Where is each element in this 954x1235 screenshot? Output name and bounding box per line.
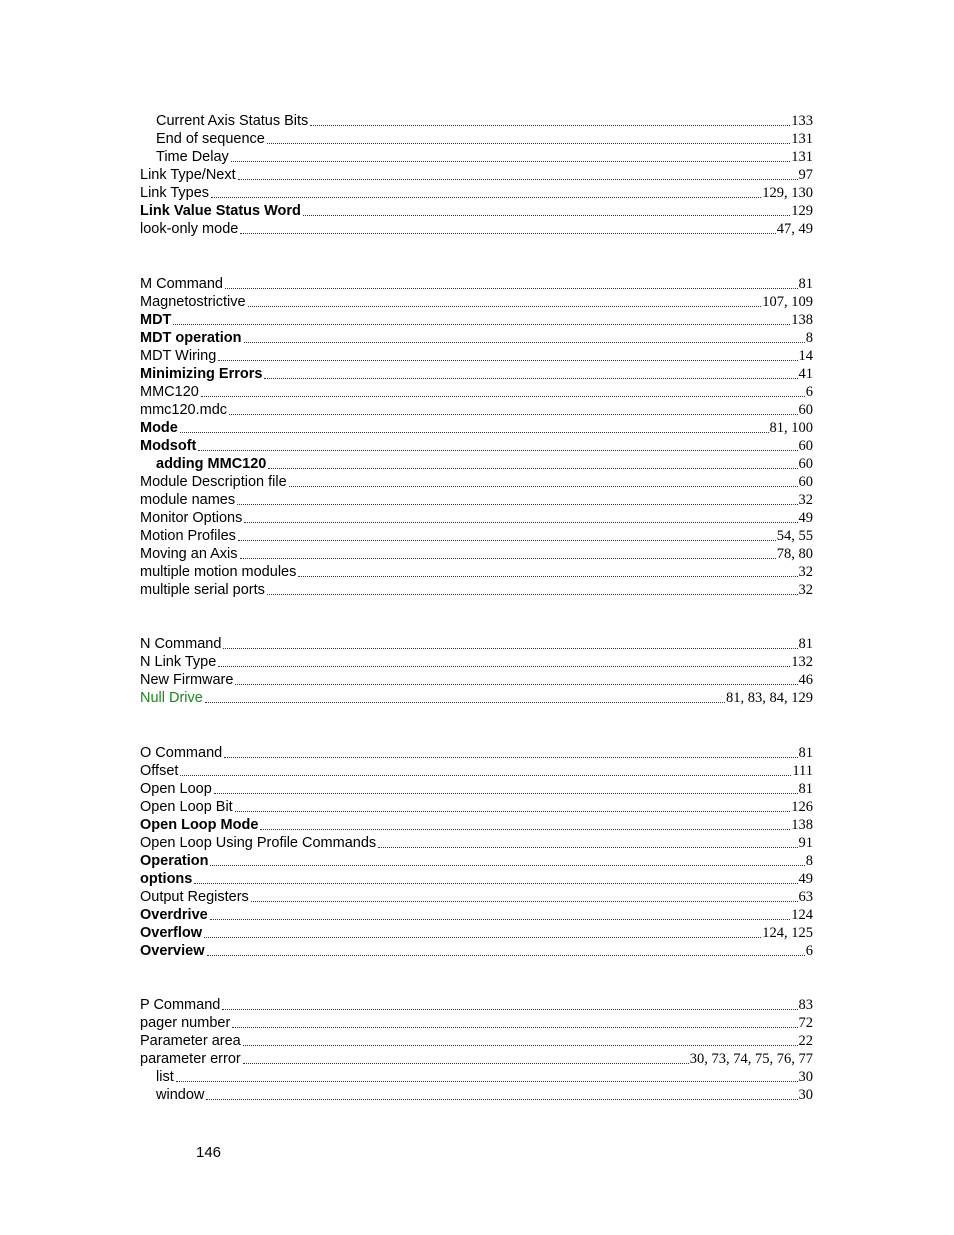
dot-leader bbox=[240, 233, 775, 234]
index-term: Link Type/Next bbox=[140, 167, 236, 183]
index-entry bbox=[140, 419, 813, 437]
index-pages: 107, 109 bbox=[762, 294, 813, 310]
dot-leader bbox=[303, 215, 790, 216]
index-entry bbox=[140, 581, 813, 599]
index-pages: 81 bbox=[798, 636, 813, 652]
index-term: P Command bbox=[140, 997, 221, 1013]
index-pages: 91 bbox=[798, 835, 813, 851]
index-pages: 60 bbox=[798, 474, 813, 490]
index-entry bbox=[140, 401, 813, 419]
index-entry bbox=[156, 130, 813, 148]
index-term: Open Loop bbox=[140, 781, 212, 797]
dot-leader bbox=[238, 179, 798, 180]
dot-leader bbox=[180, 432, 769, 433]
index-term: multiple motion modules bbox=[140, 564, 297, 580]
index-entry bbox=[156, 455, 813, 473]
dot-leader bbox=[211, 197, 761, 198]
index-entry bbox=[156, 1068, 813, 1086]
index-term: MDT bbox=[140, 312, 172, 328]
index-pages: 132 bbox=[791, 654, 813, 670]
index-entry bbox=[140, 1014, 813, 1032]
index-entry bbox=[140, 635, 813, 653]
index-pages: 124 bbox=[791, 907, 813, 923]
index-pages: 72 bbox=[798, 1015, 813, 1031]
index-pages: 129, 130 bbox=[762, 185, 813, 201]
dot-leader bbox=[289, 486, 798, 487]
index-term: Magnetostrictive bbox=[140, 294, 246, 310]
dot-leader bbox=[268, 468, 797, 469]
index-term: options bbox=[140, 871, 193, 887]
index-entry bbox=[140, 816, 813, 834]
dot-leader bbox=[201, 396, 805, 397]
index-entry bbox=[140, 653, 813, 671]
index-term: Moving an Axis bbox=[140, 546, 238, 562]
index-entry bbox=[140, 780, 813, 798]
index-entry bbox=[140, 906, 813, 924]
index-entry bbox=[140, 311, 813, 329]
dot-leader bbox=[232, 1027, 797, 1028]
dot-leader bbox=[210, 919, 791, 920]
index-pages: 129 bbox=[791, 203, 813, 219]
index-pages: 32 bbox=[798, 564, 813, 580]
dot-leader bbox=[264, 378, 797, 379]
index-term: Output Registers bbox=[140, 889, 249, 905]
index-pages: 111 bbox=[792, 763, 813, 779]
index-pages: 81 bbox=[798, 781, 813, 797]
index-entry bbox=[140, 365, 813, 383]
index-term: window bbox=[156, 1087, 205, 1103]
dot-leader bbox=[176, 1081, 798, 1082]
index-entry bbox=[140, 924, 813, 942]
index-term: list bbox=[156, 1069, 174, 1085]
index-entry bbox=[140, 942, 813, 960]
dot-leader bbox=[173, 324, 790, 325]
index-entry bbox=[140, 762, 813, 780]
dot-leader bbox=[194, 883, 797, 884]
index-entry bbox=[140, 888, 813, 906]
index-term: M Command bbox=[140, 276, 223, 292]
dot-leader bbox=[260, 829, 790, 830]
index-pages: 131 bbox=[791, 131, 813, 147]
index-pages: 41 bbox=[798, 366, 813, 382]
index-pages: 97 bbox=[798, 167, 813, 183]
index-term: MDT operation bbox=[140, 330, 242, 346]
index-entry bbox=[156, 148, 813, 166]
index-entry bbox=[140, 689, 813, 707]
index-pages: 60 bbox=[798, 456, 813, 472]
index-term: MMC120 bbox=[140, 384, 199, 400]
index-term: Overflow bbox=[140, 925, 203, 941]
index-entry bbox=[140, 491, 813, 509]
index-term: Mode bbox=[140, 420, 178, 436]
dot-leader bbox=[224, 757, 797, 758]
index-term: adding MMC120 bbox=[156, 456, 267, 472]
index-pages: 126 bbox=[791, 799, 813, 815]
dot-leader bbox=[198, 450, 797, 451]
dot-leader bbox=[207, 955, 805, 956]
index-term: Time Delay bbox=[156, 149, 229, 165]
dot-leader bbox=[225, 288, 798, 289]
index-pages: 32 bbox=[798, 582, 813, 598]
index-term: N Command bbox=[140, 636, 222, 652]
dot-leader bbox=[235, 684, 797, 685]
dot-leader bbox=[218, 360, 797, 361]
index-pages: 49 bbox=[798, 510, 813, 526]
dot-leader bbox=[244, 522, 797, 523]
index-term: module names bbox=[140, 492, 236, 508]
dot-leader bbox=[206, 1099, 797, 1100]
index-term: Open Loop Using Profile Commands bbox=[140, 835, 377, 851]
index-pages: 54, 55 bbox=[776, 528, 813, 544]
dot-leader bbox=[298, 576, 797, 577]
index-entry bbox=[140, 527, 813, 545]
index-entry bbox=[156, 112, 813, 130]
dot-leader bbox=[229, 414, 797, 415]
index-pages: 60 bbox=[798, 402, 813, 418]
index-entry bbox=[140, 798, 813, 816]
index-pages: 49 bbox=[798, 871, 813, 887]
index-term: MDT Wiring bbox=[140, 348, 217, 364]
index-term: Parameter area bbox=[140, 1033, 241, 1049]
dot-leader bbox=[218, 666, 790, 667]
index-entry bbox=[140, 202, 813, 220]
index-term: End of sequence bbox=[156, 131, 265, 147]
index-term: O Command bbox=[140, 745, 223, 761]
dot-leader bbox=[223, 648, 797, 649]
dot-leader bbox=[378, 847, 797, 848]
dot-leader bbox=[210, 865, 804, 866]
index-term: multiple serial ports bbox=[140, 582, 265, 598]
index-term: Modsoft bbox=[140, 438, 197, 454]
index-pages: 47, 49 bbox=[776, 221, 813, 237]
index-pages: 78, 80 bbox=[776, 546, 813, 562]
index-pages: 81 bbox=[798, 745, 813, 761]
index-pages: 60 bbox=[798, 438, 813, 454]
index-term: Module Description file bbox=[140, 474, 287, 490]
dot-leader bbox=[238, 540, 776, 541]
index-pages: 30 bbox=[798, 1069, 813, 1085]
index-term: Monitor Options bbox=[140, 510, 243, 526]
index-term: Link Value Status Word bbox=[140, 203, 301, 219]
index-entry bbox=[140, 220, 813, 238]
dot-leader bbox=[205, 702, 725, 703]
index-term: Minimizing Errors bbox=[140, 366, 263, 382]
index-term: Open Loop Mode bbox=[140, 817, 259, 833]
index-entry bbox=[140, 275, 813, 293]
index-pages: 81, 83, 84, 129 bbox=[726, 690, 813, 706]
index-term: look-only mode bbox=[140, 221, 239, 237]
index-term: Open Loop Bit bbox=[140, 799, 233, 815]
page-number: 146 bbox=[196, 1144, 222, 1161]
index-entry bbox=[140, 473, 813, 491]
index-entry bbox=[140, 509, 813, 527]
index-entry bbox=[140, 852, 813, 870]
index-pages: 138 bbox=[791, 817, 813, 833]
index-term: Motion Profiles bbox=[140, 528, 236, 544]
dot-leader bbox=[248, 306, 762, 307]
index-entry bbox=[140, 870, 813, 888]
index-pages: 124, 125 bbox=[762, 925, 813, 941]
index-term: mmc120.mdc bbox=[140, 402, 228, 418]
dot-leader bbox=[214, 793, 798, 794]
index-entry bbox=[140, 184, 813, 202]
dot-leader bbox=[244, 342, 805, 343]
dot-leader bbox=[243, 1045, 798, 1046]
dot-leader bbox=[235, 811, 791, 812]
dot-leader bbox=[231, 161, 790, 162]
index-pages: 46 bbox=[798, 672, 813, 688]
index-term: New Firmware bbox=[140, 672, 234, 688]
index-term: Operation bbox=[140, 853, 209, 869]
index-term: Offset bbox=[140, 763, 179, 779]
index-term: parameter error bbox=[140, 1051, 241, 1067]
index-entry bbox=[156, 1086, 813, 1104]
index-term: pager number bbox=[140, 1015, 231, 1031]
index-entry bbox=[140, 996, 813, 1014]
index-entry bbox=[140, 545, 813, 563]
index-entry bbox=[140, 293, 813, 311]
index-pages: 22 bbox=[798, 1033, 813, 1049]
dot-leader bbox=[267, 594, 798, 595]
index-pages: 6 bbox=[805, 384, 813, 400]
dot-leader bbox=[267, 143, 790, 144]
index-term: Null Drive bbox=[140, 690, 203, 706]
index-term: Overview bbox=[140, 943, 205, 959]
dot-leader bbox=[180, 775, 791, 776]
index-term: Current Axis Status Bits bbox=[156, 113, 309, 129]
index-pages: 30, 73, 74, 75, 76, 77 bbox=[689, 1051, 813, 1067]
dot-leader bbox=[222, 1009, 797, 1010]
index-pages: 133 bbox=[791, 113, 813, 129]
index-pages: 63 bbox=[798, 889, 813, 905]
index-entry bbox=[140, 1050, 813, 1068]
index-term: Overdrive bbox=[140, 907, 208, 923]
index-entry bbox=[140, 744, 813, 762]
dot-leader bbox=[310, 125, 790, 126]
dot-leader bbox=[237, 504, 797, 505]
index-term: Link Types bbox=[140, 185, 210, 201]
index-entry bbox=[140, 383, 813, 401]
index-pages: 131 bbox=[791, 149, 813, 165]
index-pages: 138 bbox=[791, 312, 813, 328]
index-pages: 30 bbox=[798, 1087, 813, 1103]
index-entry bbox=[140, 834, 813, 852]
index-pages: 83 bbox=[798, 997, 813, 1013]
index-entry bbox=[140, 166, 813, 184]
index-term: N Link Type bbox=[140, 654, 217, 670]
dot-leader bbox=[243, 1063, 689, 1064]
dot-leader bbox=[251, 901, 798, 902]
index-pages: 14 bbox=[798, 348, 813, 364]
dot-leader bbox=[204, 937, 761, 938]
index-entry bbox=[140, 347, 813, 365]
index-pages: 81, 100 bbox=[769, 420, 813, 436]
index-pages: 81 bbox=[798, 276, 813, 292]
index-entry bbox=[140, 563, 813, 581]
index-entry bbox=[140, 1032, 813, 1050]
index-pages: 32 bbox=[798, 492, 813, 508]
index-entry bbox=[140, 437, 813, 455]
index-pages: 8 bbox=[805, 330, 813, 346]
index-pages: 8 bbox=[805, 853, 813, 869]
dot-leader bbox=[240, 558, 776, 559]
index-entry bbox=[140, 329, 813, 347]
index-entry bbox=[140, 671, 813, 689]
index-pages: 6 bbox=[805, 943, 813, 959]
